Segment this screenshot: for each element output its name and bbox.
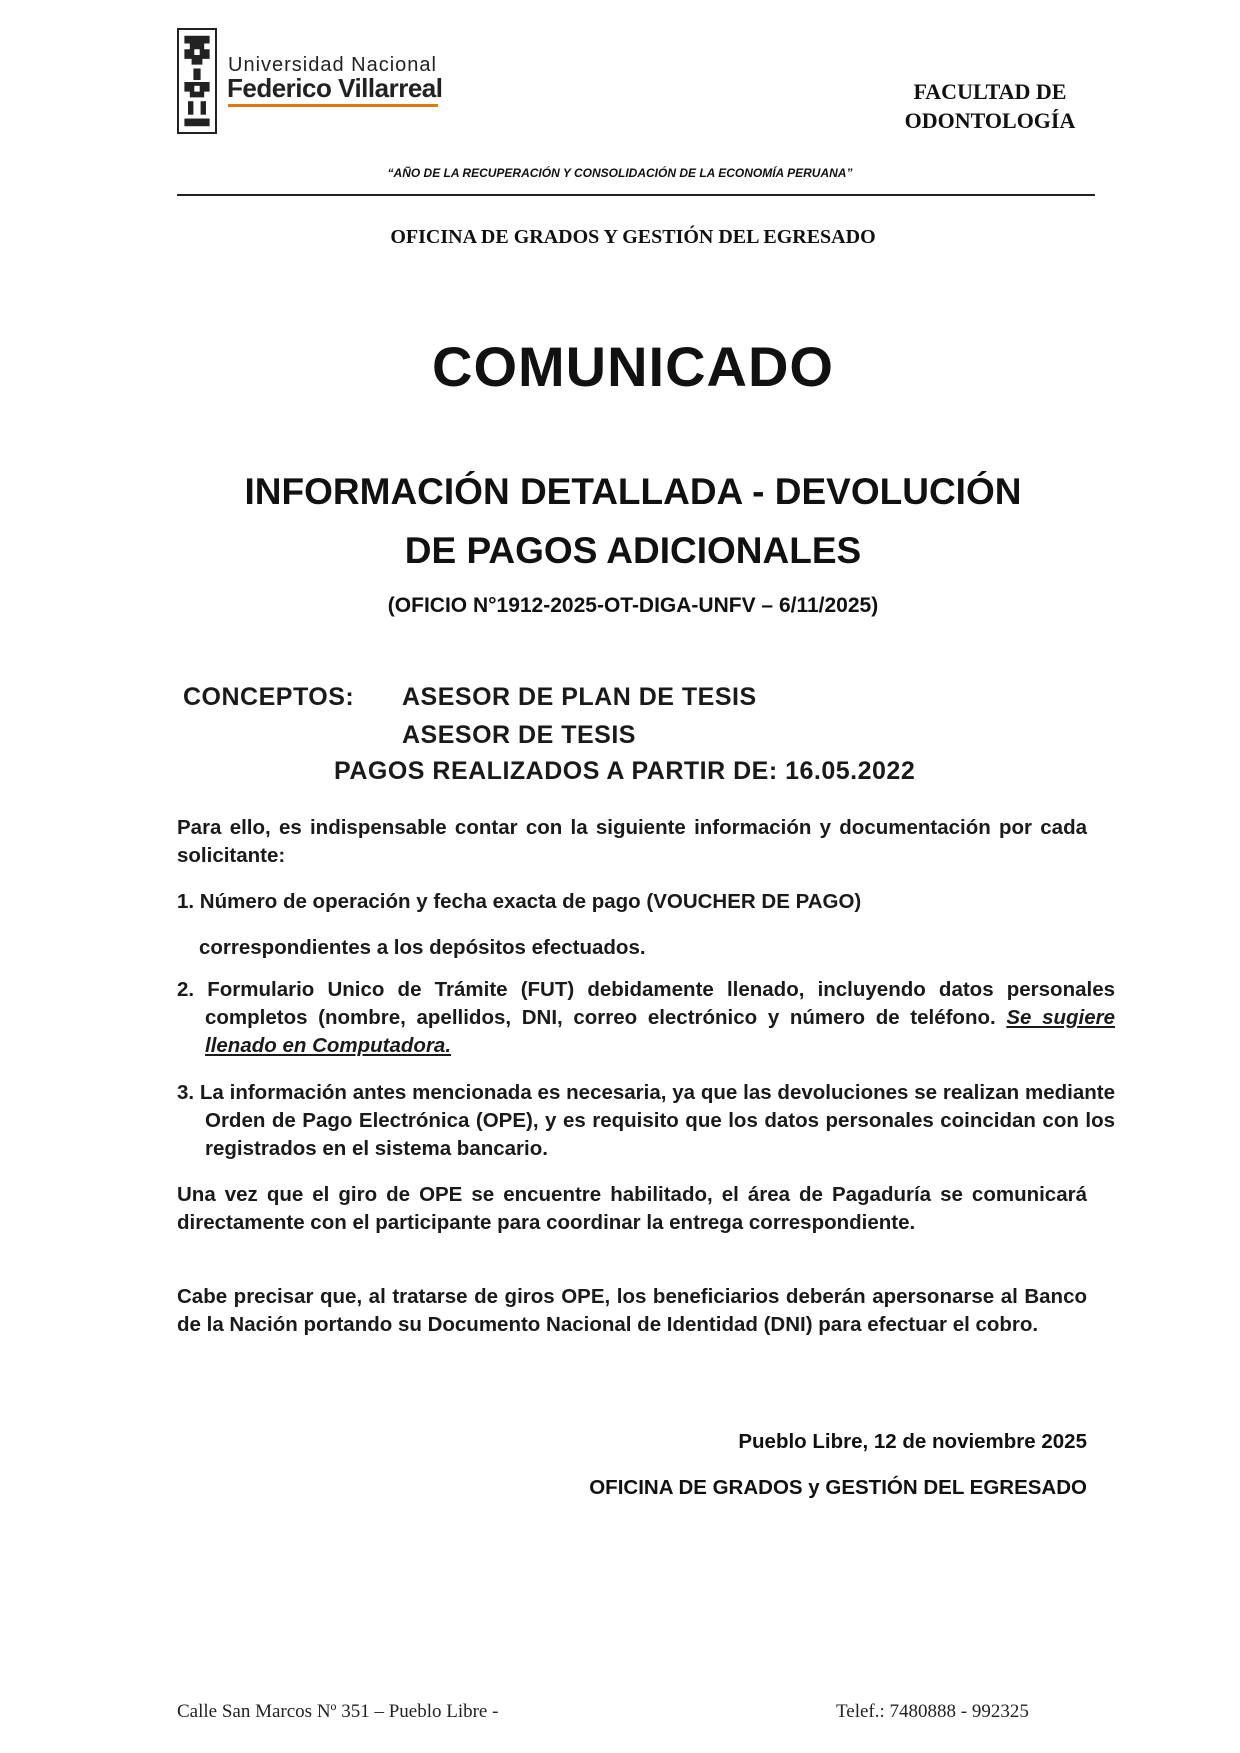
document-subtitle	[0, 462, 1240, 580]
subtitle-line1: INFORMACIÓN DETALLADA - DEVOLUCIÓN	[244, 471, 1022, 512]
logo-accent-rule	[228, 104, 438, 107]
faculty-name	[880, 77, 1100, 135]
intro-paragraph: Para ello, es indispensable contar con la siguiente información y documentación por cada solicitante:	[177, 816, 1087, 867]
concepts-label: CONCEPTOS:	[183, 683, 355, 711]
requirement-item-3: 3. La información antes mencionada es necesaria, ya que las devoluciones se realizan mediante Orden de Pago Electrónica (OPE), y es requisito que los datos personales coincidan con los registrados en el sistema bancario.	[177, 1081, 1115, 1160]
footer-phone: Telef.: 7480888 - 992325	[836, 1701, 1029, 1722]
university-crest-icon	[179, 30, 215, 132]
concept-item: ASESOR DE TESIS	[402, 721, 636, 749]
computer-fill-note: Se sugiere llenado en Computadora.	[205, 1006, 1115, 1057]
document-title: COMUNICADO	[432, 335, 834, 398]
requirement-item-2	[177, 976, 1115, 1060]
university-name-line2: Federico Villarreal	[227, 73, 443, 103]
office-heading: OFICINA DE GRADOS Y GESTIÓN DEL EGRESADO	[390, 226, 876, 248]
requirement-item-1: 1. Número de operación y fecha exacta de pago (VOUCHER DE PAGO)	[177, 890, 862, 913]
year-motto: “AÑO DE LA RECUPERACIÓN Y CONSOLIDACIÓN DE LA ECONOMÍA PERUANA”	[387, 166, 853, 180]
oficio-reference: (OFICIO N°1912-2025-OT-DIGA-UNFV – 6/11/2025)	[387, 594, 879, 617]
signing-office: OFICINA DE GRADOS y GESTIÓN DEL EGRESADO	[589, 1476, 1087, 1499]
payments-from-date: PAGOS REALIZADOS A PARTIR DE: 16.05.2022	[334, 757, 916, 785]
footer-address: Calle San Marcos Nº 351 – Pueblo Libre -	[177, 1701, 499, 1722]
university-logo	[177, 28, 217, 134]
payment-office-paragraph: Una vez que el giro de OPE se encuentre habilitado, el área de Pagaduría se comunicará directamente con el participante para coordinar la entrega correspondiente.	[177, 1183, 1087, 1234]
faculty-line1: FACULTAD DE	[913, 79, 1067, 104]
bank-collection-paragraph: Cabe precisar que, al tratarse de giros OPE, los beneficiarios deberán apersonarse al Banco de la Nación portando su Documento Nacional de Identidad (DNI) para efectuar el cobro.	[177, 1285, 1087, 1336]
place-and-date: Pueblo Libre, 12 de noviembre 2025	[738, 1430, 1087, 1453]
requirement-item-1-continuation: correspondientes a los depósitos efectuados.	[199, 936, 646, 959]
subtitle-line2: DE PAGOS ADICIONALES	[404, 530, 862, 571]
university-name-line1: Universidad Nacional	[228, 54, 437, 76]
concept-item: ASESOR DE PLAN DE TESIS	[402, 683, 757, 711]
faculty-line2: ODONTOLOGÍA	[904, 108, 1076, 133]
requirement-item-2-text: 2. Formulario Unico de Trámite (FUT) debidamente llenado, incluyendo datos personales completos (nombre, apellidos, DNI, correo electrónico y número de teléfono.	[177, 978, 1115, 1029]
header-divider	[177, 194, 1095, 196]
